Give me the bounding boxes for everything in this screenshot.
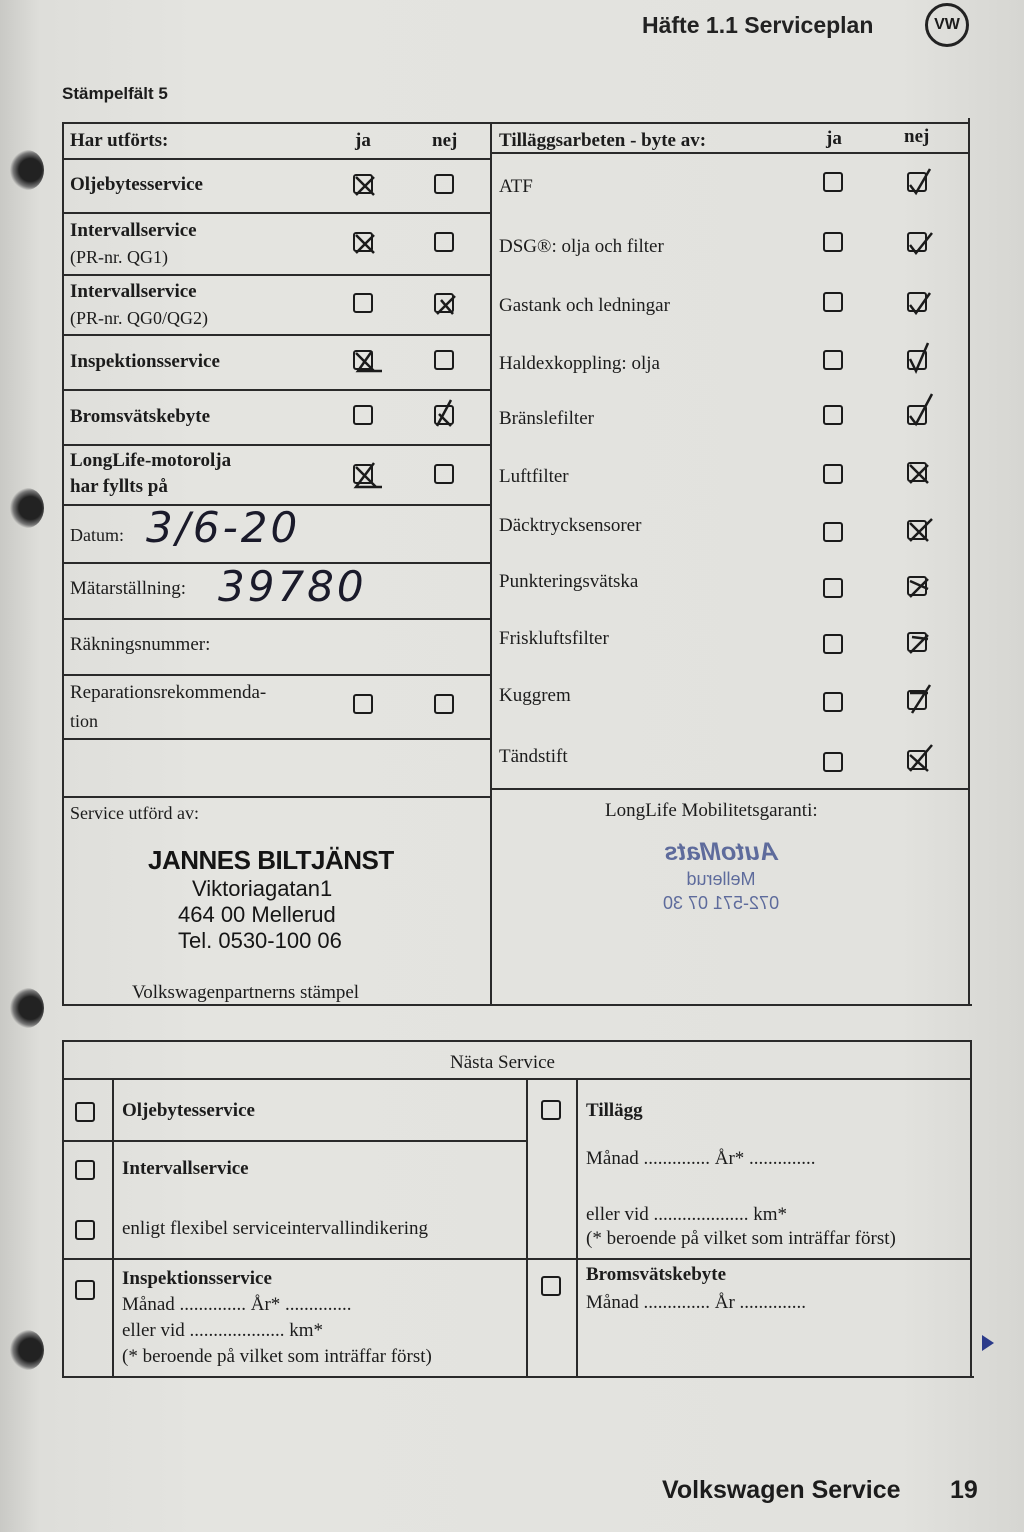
row-sub-interval-qg1: (PR-nr. QG1) xyxy=(70,247,168,267)
row-label-oil-service: Oljebytesservice xyxy=(70,174,203,195)
checkbox-next-inspection[interactable] xyxy=(75,1280,95,1300)
checkbox-gas-tank-yes[interactable] xyxy=(823,292,843,312)
binder-hole xyxy=(10,150,44,190)
checkbox-puncture-fluid-yes[interactable] xyxy=(823,578,843,598)
checkbox-fuel-filter-no[interactable] xyxy=(907,405,927,425)
col-no-label: nej xyxy=(904,126,930,147)
checkbox-interval-qg0-no[interactable] xyxy=(434,293,454,313)
checkbox-next-brake[interactable] xyxy=(541,1276,561,1296)
footer-title: Volkswagen Service xyxy=(662,1476,901,1504)
dealer-stamp-name: JANNES BILTJÄNST xyxy=(148,845,394,875)
checkbox-haldex-yes[interactable] xyxy=(823,350,843,370)
checkbox-atf-yes[interactable] xyxy=(823,172,843,192)
binder-hole xyxy=(10,988,44,1028)
partner-stamp-label: Volkswagenpartnerns stämpel xyxy=(132,982,360,1003)
date-handwritten: 3/6-20 xyxy=(146,503,301,552)
row-label-fuel-filter: Bränslefilter xyxy=(499,408,594,429)
binder-hole xyxy=(10,488,44,528)
col-no-label: nej xyxy=(432,130,458,151)
checkbox-air-filter-no[interactable] xyxy=(907,462,927,482)
mobility-stamp xyxy=(636,838,806,915)
next-inspection-km: eller vid .................... km* xyxy=(122,1320,324,1341)
checkbox-timing-belt-yes[interactable] xyxy=(823,692,843,712)
mobility-stamp-city: Mellerud xyxy=(686,869,756,889)
extra-work-header: Tilläggsarbeten - byte av: xyxy=(499,130,707,151)
next-service-title: Nästa Service xyxy=(450,1052,555,1073)
row-label-cabin-filter: Friskluftsfilter xyxy=(499,628,609,649)
mobility-guarantee-label: LongLife Mobilitetsgaranti: xyxy=(605,800,818,821)
service-by-label: Service utförd av: xyxy=(70,803,199,823)
checkbox-inspection-no[interactable] xyxy=(434,350,454,370)
page-title: Häfte 1.1 Serviceplan xyxy=(642,12,874,38)
dealer-stamp-street: Viktoriagatan1 xyxy=(192,876,333,901)
checkbox-inspection-yes[interactable] xyxy=(353,350,373,370)
checkbox-repair-yes[interactable] xyxy=(353,694,373,714)
checkbox-dsg-no[interactable] xyxy=(907,232,927,252)
mobility-stamp-name: AutoMats xyxy=(664,838,778,866)
checkbox-next-flexible[interactable] xyxy=(75,1220,95,1240)
checkbox-next-oil[interactable] xyxy=(75,1102,95,1122)
next-inspection-label: Inspektionsservice xyxy=(122,1268,272,1289)
col-yes-label: ja xyxy=(826,128,842,149)
col-yes-label: ja xyxy=(355,130,371,151)
checkbox-puncture-fluid-no[interactable] xyxy=(907,576,927,596)
checkbox-atf-no[interactable] xyxy=(907,172,927,192)
checkbox-spark-plugs-yes[interactable] xyxy=(823,752,843,772)
checkbox-interval-qg0-yes[interactable] xyxy=(353,293,373,313)
row-label-haldex: Haldexkoppling: olja xyxy=(499,353,660,374)
checkbox-fuel-filter-yes[interactable] xyxy=(823,405,843,425)
checkbox-brake-fluid-no[interactable] xyxy=(434,405,454,425)
row-label-atf: ATF xyxy=(499,176,533,197)
next-extra-km: eller vid .................... km* xyxy=(586,1204,788,1225)
next-brake-label: Bromsvätskebyte xyxy=(586,1264,727,1285)
row-sub-longlife: har fyllts på xyxy=(70,476,168,497)
date-label: Datum: xyxy=(70,525,124,545)
odometer-handwritten: 39780 xyxy=(218,562,367,611)
binder-hole xyxy=(10,1330,44,1370)
checkbox-dsg-yes[interactable] xyxy=(823,232,843,252)
checkbox-next-extra[interactable] xyxy=(541,1100,561,1120)
row-label-inspection: Inspektionsservice xyxy=(70,351,220,372)
row-label-brake-fluid: Bromsvätskebyte xyxy=(70,406,211,427)
checkbox-brake-fluid-yes[interactable] xyxy=(353,405,373,425)
next-extra-month: Månad .............. År* .............. xyxy=(586,1148,816,1169)
checkbox-air-filter-yes[interactable] xyxy=(823,464,843,484)
checkbox-repair-no[interactable] xyxy=(434,694,454,714)
checkbox-timing-belt-no[interactable] xyxy=(907,690,927,710)
next-interval-label: Intervallservice xyxy=(122,1158,249,1179)
next-oil-label: Oljebytesservice xyxy=(122,1100,255,1121)
checkbox-longlife-no[interactable] xyxy=(434,464,454,484)
page-number: 19 xyxy=(950,1476,978,1504)
next-flexible-label: enligt flexibel serviceintervallindikering xyxy=(122,1218,429,1239)
row-label-air-filter: Luftfilter xyxy=(499,466,569,487)
row-label-puncture-fluid: Punkteringsvätska xyxy=(499,571,639,592)
mobility-stamp-phone: 072-571 07 30 xyxy=(662,893,780,913)
checkbox-cabin-filter-yes[interactable] xyxy=(823,634,843,654)
checkbox-spark-plugs-no[interactable] xyxy=(907,750,927,770)
next-inspection-note: (* beroende på vilket som inträffar först) xyxy=(122,1346,432,1367)
row-label-timing-belt: Kuggrem xyxy=(499,685,571,706)
repair-label: Reparationsrekommenda- xyxy=(70,682,267,703)
row-label-interval-qg0: Intervallservice xyxy=(70,281,197,302)
checkbox-tire-sensors-yes[interactable] xyxy=(823,522,843,542)
row-sub-interval-qg0: (PR-nr. QG0/QG2) xyxy=(70,308,208,328)
checkbox-next-interval[interactable] xyxy=(75,1160,95,1180)
next-inspection-month: Månad .............. År* .............. xyxy=(122,1294,352,1315)
row-label-dsg: DSG®: olja och filter xyxy=(499,236,664,257)
dealer-stamp-city: 464 00 Mellerud xyxy=(178,902,336,927)
checkbox-oil-service-no[interactable] xyxy=(434,174,454,194)
odometer-label: Mätarställning: xyxy=(70,578,187,599)
checkbox-cabin-filter-no[interactable] xyxy=(907,632,927,652)
dealer-stamp-phone: Tel. 0530-100 06 xyxy=(178,928,342,953)
row-label-longlife: LongLife-motorolja xyxy=(70,450,232,471)
next-brake-month: Månad .............. År .............. xyxy=(586,1292,807,1313)
checkbox-longlife-yes[interactable] xyxy=(353,464,373,484)
invoice-label: Räkningsnummer: xyxy=(70,634,211,655)
next-extra-label: Tillägg xyxy=(586,1100,643,1121)
repair-label-2: tion xyxy=(70,711,99,731)
row-label-spark-plugs: Tändstift xyxy=(499,746,568,767)
checkbox-interval-qg1-yes[interactable] xyxy=(353,232,373,252)
vw-logo: VW xyxy=(925,3,969,47)
checkbox-tire-sensors-no[interactable] xyxy=(907,520,927,540)
next-extra-note: (* beroende på vilket som inträffar först) xyxy=(586,1228,896,1249)
row-label-tire-sensors: Däcktrycksensorer xyxy=(499,515,642,536)
checkbox-oil-service-yes[interactable] xyxy=(353,174,373,194)
checkbox-haldex-no[interactable] xyxy=(907,350,927,370)
dealer-stamp xyxy=(148,845,408,954)
next-page-arrow-icon xyxy=(982,1335,994,1351)
row-label-interval-qg1: Intervallservice xyxy=(70,220,197,241)
checkbox-gas-tank-no[interactable] xyxy=(907,292,927,312)
done-header: Har utförts: xyxy=(70,130,169,151)
checkbox-interval-qg1-no[interactable] xyxy=(434,232,454,252)
stamp-field-label: Stämpelfält 5 xyxy=(62,84,168,103)
row-label-gas-tank: Gastank och ledningar xyxy=(499,295,670,316)
